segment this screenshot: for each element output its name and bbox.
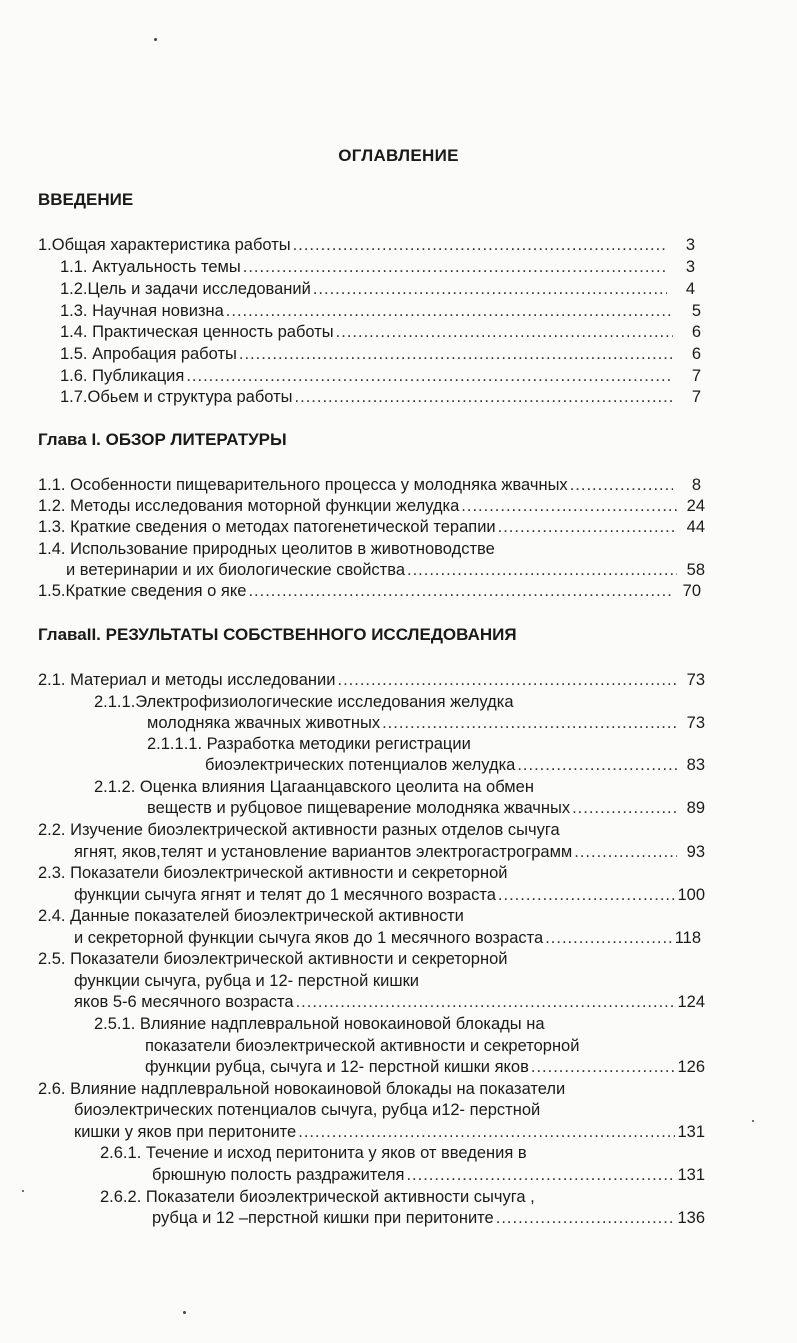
toc-entry: 1.2. Методы исследования моторной функции желудка ..... 24 <box>38 495 705 517</box>
toc-entry: 1.1. Актуальность темы ..... 3 <box>60 256 695 278</box>
toc-entry: яков 5-6 месячного возраста ..... 124 <box>74 991 705 1013</box>
toc-entry-text: 2.6.2. Показатели биоэлектрической активности сычуга , <box>100 1188 535 1206</box>
toc-entry: 1.3. Краткие сведения о методах патогенетической терапии ..... 44 <box>38 516 705 538</box>
toc-entry: 1.1. Особенности пищеварительного процесса у молодняка жвачных ..... 8 <box>38 474 701 496</box>
toc-entry-text: 2.5. Показатели биоэлектрической активности и секреторной <box>38 950 508 968</box>
chapter2-heading: ГлаваII. РЕЗУЛЬТАТЫ СОБСТВЕННОГО ИССЛЕДОВАНИЯ <box>38 625 517 644</box>
toc-entry: функции рубца, сычуга и 12- перстной кишки яков ..... 126 <box>145 1056 705 1078</box>
toc-entry: 1.5.Краткие сведения о яке ..... 70 <box>38 580 701 602</box>
toc-entry-text: 2.6. Влияние надплевральной новокаиновой блокады на показатели <box>38 1080 566 1098</box>
scan-speck <box>22 1190 24 1192</box>
scan-speck <box>183 1311 186 1314</box>
toc-entry-text: 2.6.1. Течение и исход перитонита у яков от введения в <box>100 1144 527 1162</box>
toc-entry: 1.4. Практическая ценность работы ..... 6 <box>60 321 701 343</box>
toc-entry-text: 1.4. Использование природных цеолитов в животноводстве <box>38 540 495 558</box>
toc-entry-text: биоэлектрических потенциалов сычуга, рубца и12- перстной <box>74 1101 541 1119</box>
toc-entry: 1.2.Цель и задачи исследований ..... 4 <box>60 278 695 300</box>
toc-entry: 1.Общая характеристика работы ..... 3 <box>38 234 695 256</box>
toc-entry-text: 2.4. Данные показателей биоэлектрической активности <box>38 907 464 925</box>
intro-heading: ВВЕДЕНИЕ <box>38 190 134 209</box>
toc-entry: и секреторной функции сычуга яков до 1 месячного возраста ..... 118 <box>74 927 701 949</box>
toc-entry-text: 2.1.2. Оценка влияния Цагаанцавского цеолита на обмен <box>94 778 534 796</box>
toc-entry: веществ и рубцовое пищеварение молодняка жвачных ..... 89 <box>147 797 705 819</box>
toc-entry: ягнят, яков,телят и установление вариантов электрогастрограмм ..... 93 <box>74 841 705 863</box>
toc-entry: 1.3. Научная новизна ..... 5 <box>60 300 701 322</box>
toc-entry: функции сычуга ягнят и телят до 1 месячного возраста ..... 100 <box>74 884 705 906</box>
toc-entry: 1.6. Публикация ..... 7 <box>60 365 701 387</box>
toc-entry-text: 2.2. Изучение биоэлектрической активности разных отделов сычуга <box>38 821 560 839</box>
toc-entry-text: функции сычуга, рубца и 12- перстной кишки <box>74 972 420 990</box>
toc-entry: брюшную полость раздражителя ..... 131 <box>152 1164 705 1186</box>
toc-entry-text: 2.1.1.Электрофизиологические исследования желудка <box>94 693 514 711</box>
scan-speck <box>154 38 157 41</box>
chapter1-heading: Глава I. ОБЗОР ЛИТЕРАТУРЫ <box>38 430 287 449</box>
toc-entry-text: 2.1.1.1. Разработка методики регистрации <box>147 735 471 753</box>
toc-entry: молодняка жвачных животных ..... 73 <box>147 712 705 734</box>
toc-entry-text: показатели биоэлектрической активности и секреторной <box>145 1037 580 1055</box>
toc-entry: биоэлектрических потенциалов желудка ..... 83 <box>205 754 705 776</box>
toc-entry: 1.7.Обьем и структура работы ..... 7 <box>60 386 701 408</box>
toc-entry: кишки у яков при перитоните ..... 131 <box>74 1121 705 1143</box>
toc-entry: и ветеринарии и их биологические свойства ..... 58 <box>66 559 705 581</box>
page-title: ОГЛАВЛЕНИЕ <box>338 146 459 165</box>
toc-entry-text: 2.3. Показатели биоэлектрической активности и секреторной <box>38 864 508 882</box>
toc-entry: рубца и 12 –перстной кишки при перитоните ..... 136 <box>152 1207 705 1229</box>
toc-entry-text: 2.5.1. Влияние надплевральной новокаиновой блокады на <box>94 1015 545 1033</box>
scan-speck <box>752 1120 754 1122</box>
toc-entry: 2.1. Материал и методы исследовании ..... 73 <box>38 669 705 691</box>
toc-entry: 1.5. Апробация работы ..... 6 <box>60 343 701 365</box>
